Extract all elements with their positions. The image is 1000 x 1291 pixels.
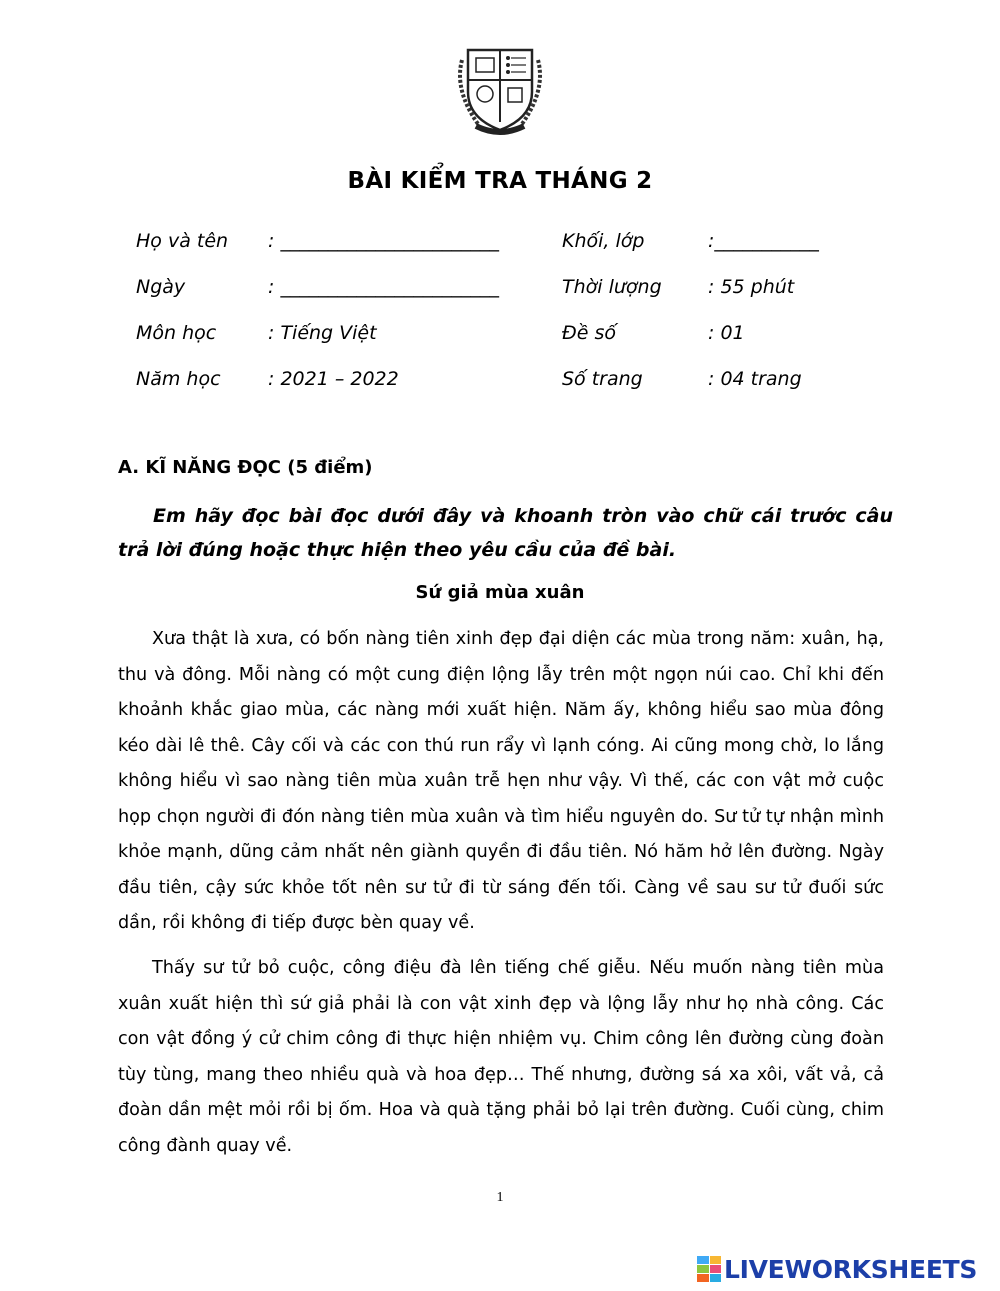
info-label-date: Ngày: [136, 276, 186, 298]
section-heading: A. KĨ NĂNG ĐỌC (5 điểm): [118, 457, 373, 478]
info-value-subject: : Tiếng Việt: [268, 322, 377, 344]
school-crest-logo: [450, 40, 550, 136]
info-value-name: : _______________________: [268, 230, 499, 252]
info-label-year: Năm học: [136, 368, 221, 390]
info-label-subject: Môn học: [136, 322, 217, 344]
liveworksheets-logo[interactable]: [697, 1254, 977, 1284]
story-paragraph: Xưa thật là xưa, có bốn nàng tiên xinh đẹp đại diện các mùa trong năm: xuân, hạ, thu và đông. Mỗi nàng có một cung điện lộng lẫy trên một ngọn núi cao. Chỉ khi đến khoảnh khắc giao mùa, các nàng mới xuất hiện. Năm ấy, không hiểu sao mùa đông kéo dài lê thê. Cây cối và các con thú run rẩy vì lạnh cóng. Ai cũng mong chờ, lo lắng không hiểu vì sao nàng tiên mùa xuân trễ hẹn như vậy. Vì thế, các con vật mở cuộc họp chọn người đi đón nàng tiên mùa xuân và tìm hiểu nguyên do. Sư tử tự nhận mình khỏe mạnh, dũng cảm nhất nên giành quyền đi đầu tiên. Nó hăm hở lên đường. Ngày đầu tiên, cậy sức khỏe tốt nên sư tử đi từ sáng đến tối. Càng về sau sư tử đuối sức dần, rồi không đi tiếp được bèn quay về.: [118, 629, 884, 933]
liveworksheets-brand: LIVEWORKSHEETS: [724, 1254, 978, 1284]
info-value-class: :___________: [708, 230, 819, 252]
story-title: Sứ giả mùa xuân: [415, 582, 585, 603]
page-number: 1: [496, 1190, 504, 1205]
info-value-pages: : 04 trang: [708, 368, 802, 390]
info-value-date: : _______________________: [268, 276, 499, 298]
page-title: BÀI KIỂM TRA THÁNG 2: [347, 168, 653, 194]
info-value-duration: : 55 phút: [708, 276, 795, 298]
info-label-name: Họ và tên: [136, 230, 229, 252]
info-label-class: Khối, lớp: [562, 230, 645, 252]
info-label-exam-number: Đề số: [562, 322, 616, 344]
info-value-exam-number: : 01: [708, 322, 745, 344]
liveworksheets-icon: [697, 1256, 721, 1282]
info-label-pages: Số trang: [562, 368, 643, 390]
story-paragraph: Thấy sư tử bỏ cuộc, công điệu đà lên tiếng chế giễu. Nếu muốn nàng tiên mùa xuân xuất hiện thì sứ giả phải là con vật xinh đẹp và lộng lẫy như họ nhà công. Các con vật đồng ý cử chim công đi thực hiện nhiệm vụ. Chim công lên đường cùng đoàn tùy tùng, mang theo nhiều quà và hoa đẹp… Thế nhưng, đường sá xa xôi, vất vả, cả đoàn dần mệt mỏi rồi bị ốm. Hoa và quà tặng phải bỏ lại trên đường. Cuối cùng, chim công đành quay về.: [118, 958, 884, 1156]
info-label-duration: Thời lượng: [562, 276, 662, 298]
instruction-text: Em hãy đọc bài đọc dưới đây và khoanh tròn vào chữ cái trước câu trả lời đúng hoặc thực hiện theo yêu cầu của đề bài.: [118, 505, 893, 561]
info-value-year: : 2021 – 2022: [268, 368, 399, 390]
